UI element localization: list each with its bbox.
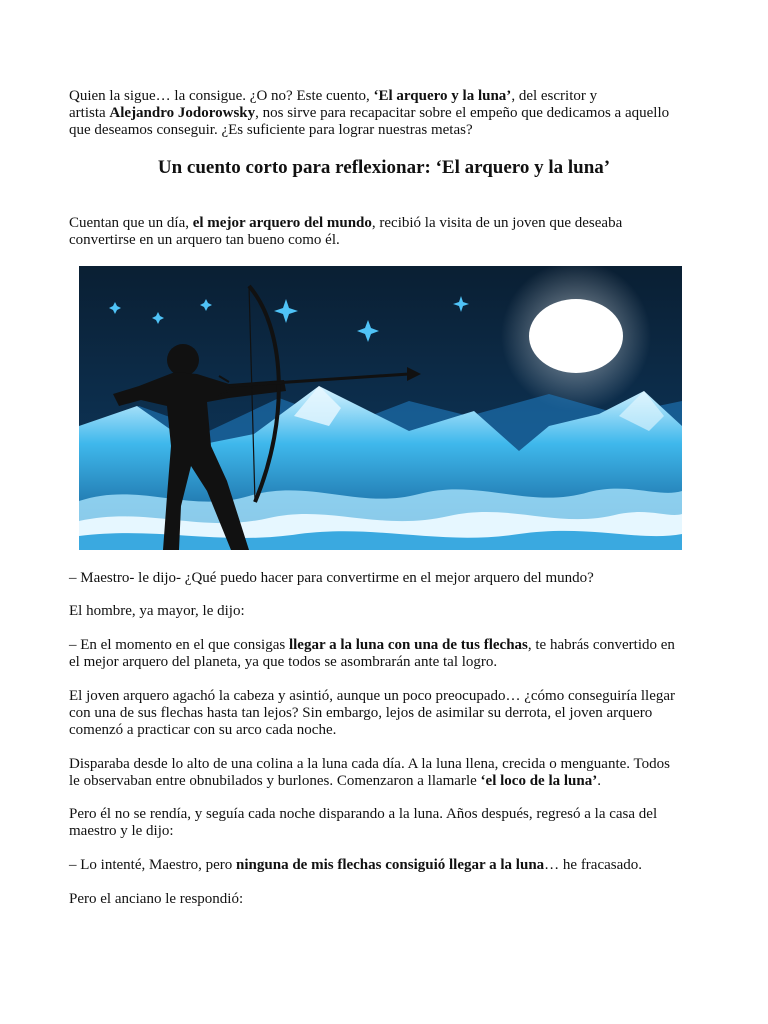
paragraph-5 (69, 688, 709, 739)
p5-line-1: El joven arquero agachó la cabeza y asintió, aunque un poco preocupado… ¿cómo conseguiría llegar (69, 688, 676, 704)
p8-text-2: … he fracasado. (544, 857, 643, 873)
section-heading: Un cuento corto para reflexionar: ‘El arquero y la luna’ (157, 157, 611, 178)
p1-bold: el mejor arquero del mundo (192, 215, 372, 231)
intro-paragraph (69, 88, 709, 139)
p5-line-2: con una de sus flechas hasta tan lejos? Sin embargo, lejos de asimilar su derrota, el joven arquero (69, 705, 653, 721)
intro-text-1: Quien la sigue… la consigue. ¿O no? Este cuento, (69, 88, 374, 104)
intro-text-4: , nos sirve para recapacitar sobre el empeño que dedicamos a aquello (255, 105, 670, 121)
paragraph-2: – Maestro- le dijo- ¿Qué puedo hacer para convertirme en el mejor arquero del mundo? (69, 570, 594, 586)
p8-text-1: – Lo intenté, Maestro, pero (69, 857, 237, 873)
intro-text-3: artista (69, 105, 110, 121)
p1-text-1: Cuentan que un día, (69, 215, 193, 231)
paragraph-4 (69, 637, 709, 671)
paragraph-3: El hombre, ya mayor, le dijo: (69, 603, 245, 619)
intro-text-2: , del escritor y (511, 88, 598, 104)
p4-text-1: – En el momento en el que consigas (69, 637, 289, 653)
p4-text-3: el mejor arquero del planeta, ya que todos se asombrarán ante tal logro. (69, 654, 498, 670)
archer-moon-illustration (79, 266, 682, 550)
p6-bold: ‘el loco de la luna’ (480, 773, 598, 789)
p6-text-2: . (597, 773, 601, 789)
p7-line-2: maestro y le dijo: (69, 823, 174, 839)
paragraph-8 (69, 857, 709, 874)
p6-line-1: Disparaba desde lo alto de una colina a la luna cada día. A la luna llena, crecida o menguante. Todos (69, 756, 670, 772)
intro-story-title: ‘El arquero y la luna’ (373, 88, 512, 104)
moon-icon (529, 299, 623, 373)
p4-text-2: , te habrás convertido en (527, 637, 675, 653)
p4-bold: llegar a la luna con una de tus flechas (288, 637, 528, 653)
paragraph-1 (69, 215, 709, 249)
p1-text-3: convertirse en un arquero tan bueno como él. (69, 232, 340, 248)
paragraph-7 (69, 806, 709, 840)
paragraph-6 (69, 756, 709, 790)
p6-text-1: le observaban entre obnubilados y burlones. Comenzaron a llamarle (69, 773, 481, 789)
p8-bold: ninguna de mis flechas consiguió llegar a la luna (236, 857, 545, 873)
intro-author-name: Alejandro Jodorowsky (109, 105, 256, 121)
p1-text-2: , recibió la visita de un joven que deseaba (371, 215, 623, 231)
paragraph-9: Pero el anciano le respondió: (69, 891, 244, 907)
p5-line-3: comenzó a practicar con su arco cada noche. (69, 722, 337, 738)
archer-moon-svg (79, 266, 682, 550)
p7-line-1: Pero él no se rendía, y seguía cada noche disparando a la luna. Años después, regresó a la casa del (69, 806, 658, 822)
intro-text-5: que deseamos conseguir. ¿Es suficiente para lograr nuestras metas? (69, 122, 473, 138)
